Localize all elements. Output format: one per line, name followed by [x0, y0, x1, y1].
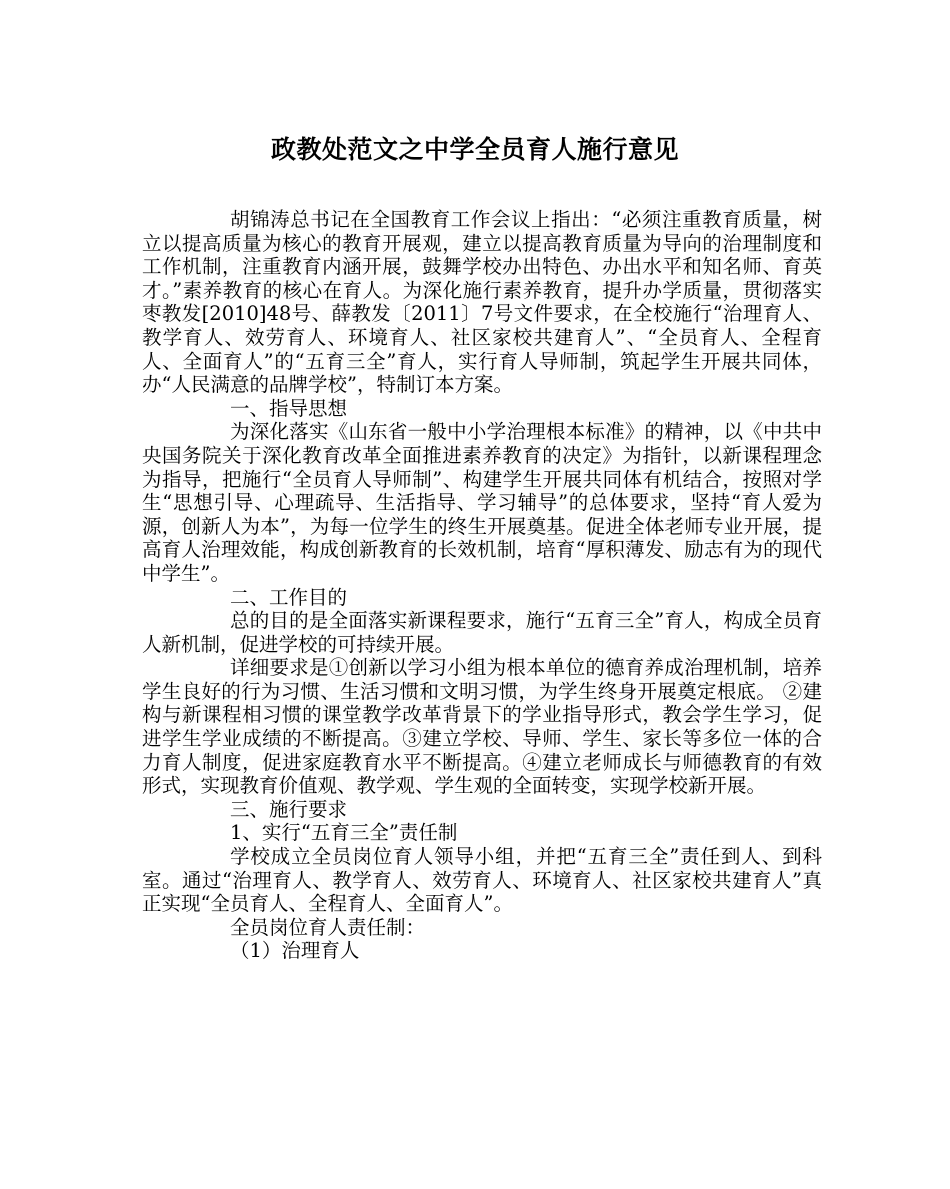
- list-item-management-education: （1）治理育人: [230, 939, 360, 963]
- paragraph-detailed-requirements: 详细要求是①创新以学习小组为根本单位的德育养成治理机制，培养学生良好的行为习惯、生活习惯和文明习惯，为学生终身开展奠定根底。 ②建构与新课程相习惯的课堂教学改革背景下的学业指导形式，教会学生学习，促进学生学业成绩的不断提高。③建立学校、导师、学生、家长等多位一体的合力育人制度，促进家庭教育水平不断提高。④建立老师成长与师德教育的有效形式，实现教育价值观、教学观、学生观的全面转变，实现学校新开展。: [142, 656, 822, 798]
- paragraph-guiding-thought: 为深化落实《山东省一般中小学治理根本标准》的精神，以《中共中央国务院关于深化教育改革全面推进素养教育的决定》为指针，以新课程理念为指导，把施行“全员育人导师制”、构建学生开展共同体有机结合，按照对学生“思想引导、心理疏导、生活指导、学习辅导”的总体要求，坚持“育人爱为源，创新人为本”，为每一位学生的终生开展奠基。促进全体老师专业开展，提高育人治理效能，构成创新教育的长效机制，培育“厚积薄发、励志有为的现代中学生”。: [142, 420, 822, 585]
- subsection-heading-responsibility-system: 1、实行“五育三全”责任制: [230, 821, 458, 845]
- section-heading-guiding-thought: 一、指导思想: [230, 396, 348, 420]
- paragraph-intro: 胡锦涛总书记在全国教育工作会议上指出：“必须注重教育质量，树立以提高质量为核心的教育开展观，建立以提高教育质量为导向的治理制度和工作机制，注重教育内涵开展，鼓舞学校办出特色、办出水平和知名师、育英才。”素养教育的核心在育人。为深化施行素养教育，提升办学质量，贯彻落实枣教发[2010]48号、薛教发〔2011〕7号文件要求，在全校施行“治理育人、教学育人、效劳育人、环境育人、社区家校共建育人”、“全员育人、全程育人、全面育人”的“五育三全”育人，实行育人导师制，筑起学生开展共同体，办“人民满意的品牌学校”，特制订本方案。: [142, 208, 822, 397]
- paragraph-post-responsibility: 全员岗位育人责任制：: [230, 915, 426, 939]
- document-body: [142, 208, 822, 963]
- document-title: 政教处范文之中学全员育人施行意见: [270, 135, 679, 164]
- section-heading-work-goal: 二、工作目的: [230, 585, 348, 609]
- paragraph-leadership-group: 学校成立全员岗位育人领导小组，并把“五育三全”责任到人、到科室。通过“治理育人、教学育人、效劳育人、环境育人、社区家校共建育人”真正实现“全员育人、全程育人、全面育人”。: [142, 845, 822, 916]
- paragraph-overall-goal: 总的目的是全面落实新课程要求，施行“五育三全”育人，构成全员育人新机制，促进学校的可持续开展。: [142, 609, 822, 656]
- section-heading-implementation: 三、施行要求: [230, 797, 348, 821]
